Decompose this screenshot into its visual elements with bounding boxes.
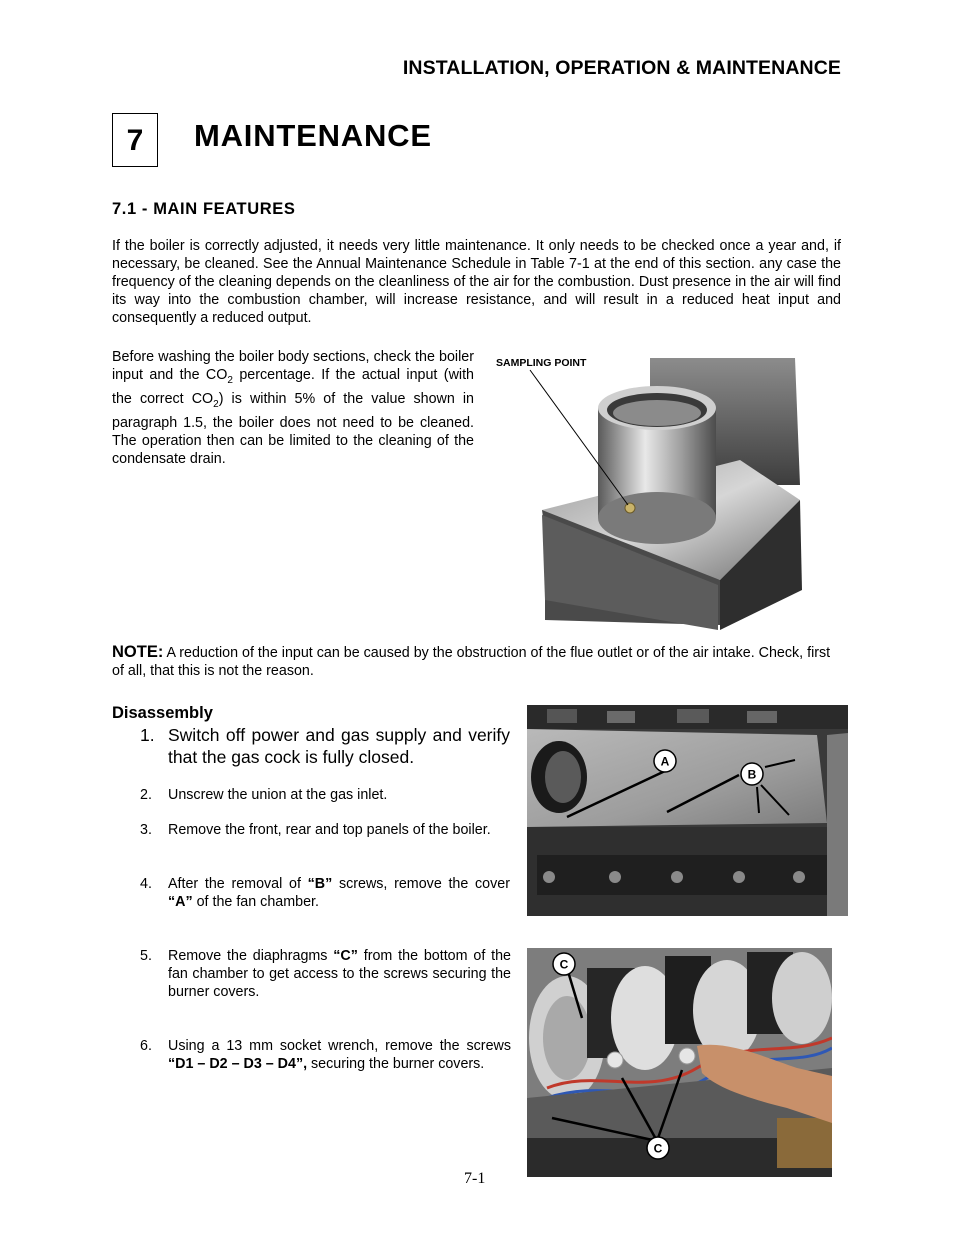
label-b: B xyxy=(747,767,757,782)
chapter-title: MAINTENANCE xyxy=(194,118,432,153)
paragraph-main-features: If the boiler is correctly adjusted, it needs very little maintenance. It only needs to be checked once a year and, if necessary, be cleaned. See the Annual Maintenance Schedule in Table 7-1 at the end of this section. any case the frequency of the cleaning depends on the cleanliness of the air for the combustion. Dust presence in the air will find its way into the combustion chamber, will increase resistance, and will result in a reduced heat input and consequently a reduced output. xyxy=(112,238,841,326)
note-paragraph: NOTE: A reduction of the input can be caused by the obstruction of the flue outlet or of the air intake. Check, first of all, that this is not the reason. xyxy=(112,643,831,679)
sampling-point-label: SAMPLING POINT xyxy=(496,357,587,369)
label-a: A xyxy=(660,754,670,769)
step-3: 3. Remove the front, rear and top panels of the boiler. xyxy=(140,822,491,838)
label-c-bottom: C xyxy=(653,1141,663,1156)
note-label: NOTE: xyxy=(112,643,164,661)
disassembly-heading: Disassembly xyxy=(112,704,213,722)
diaphragms-photo xyxy=(527,948,832,1177)
step-5: 5. Remove the diaphragms “C” from the bottom of the fan chamber to get access to the screws securing the burner covers. xyxy=(140,948,511,1000)
fan-chamber-photo xyxy=(527,705,848,916)
step-1: 1. Switch off power and gas supply and verify that the gas cock is fully closed. xyxy=(140,725,510,767)
paragraph-cleaning-check: Before washing the boiler body sections, check the boiler input and the $CO_2$ percentage. If the actual input (with the correct $CO_2$) is within 5% of the value shown in paragraph 1.5, the boiler does not need to be cleaned. The operation then can be limited to the cleaning of the condensate drain. xyxy=(112,349,474,467)
flue-collector-photo xyxy=(490,350,840,640)
chapter-number-box: 7 xyxy=(112,113,158,167)
step-6: 6. Using a 13 mm socket wrench, remove the screws “D1 – D2 – D3 – D4”, securing the burner covers. xyxy=(140,1038,511,1072)
label-c-top: C xyxy=(559,957,569,972)
running-header: INSTALLATION, OPERATION & MAINTENANCE xyxy=(402,57,841,79)
page-number: 7-1 xyxy=(464,1170,486,1187)
step-4: 4. After the removal of “B” screws, remove the cover “A” of the fan chamber. xyxy=(140,876,510,910)
step-2: 2. Unscrew the union at the gas inlet. xyxy=(140,787,388,803)
section-title: 7.1 - MAIN FEATURES xyxy=(112,200,296,218)
